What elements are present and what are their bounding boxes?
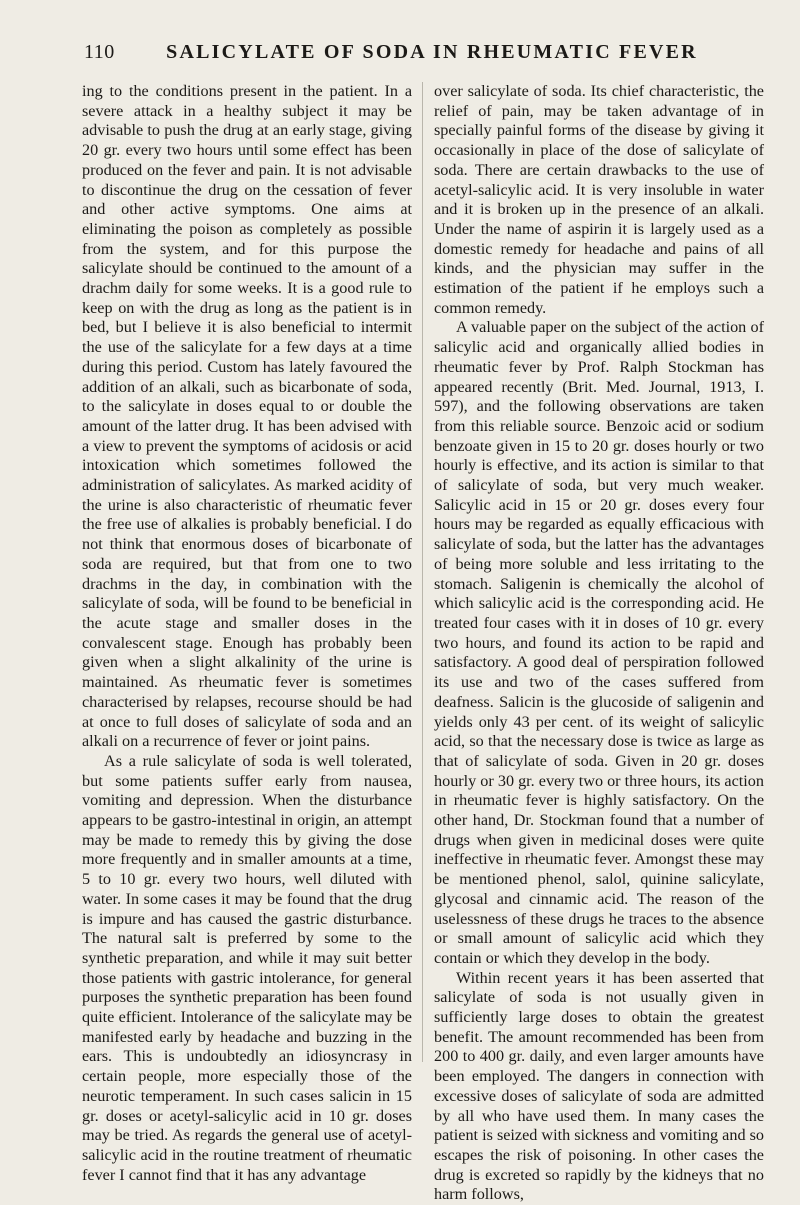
paragraph: A valuable paper on the subject of the action of salicylic acid and organically allied bodies in rheumatic fever by Prof. Ralph Stockman has appeared recently (Brit. Med. Journal, 1913, I. 597), and the following observations are taken from this reliable source. Benzoic acid or sodium benzoate given in 15 to 20 gr. doses hourly or two hourly is effective, and its action is similar to that of salicylate of soda, but very much weaker. Salicylic acid in 15 or 20 gr. doses every four hours may be regarded as equally efficacious with salicylate of soda, but the latter has the advantages of being more soluble and less irritating to the stomach. Saligenin is chemically the alcohol of which salicylic acid is the corresponding acid. He treated four cases with it in doses of 10 gr. every two hours, and found its action to be rapid and satisfactory. A good deal of perspiration followed its use and two of the cases suffered from deafness. Salicin is the glucoside of saligenin and yields only 43 per cent. of its weight of salicylic acid, so that the necessary dose is twice as large as that of salicylate of soda. Given in 20 gr. doses hourly or 30 gr. every two or three hours, its action in rheumatic fever is highly satisfactory. On the other hand, Dr. Stockman found that a number of drugs when given in medicinal doses were quite ineffective in rheumatic fever. Amongst these may be mentioned phenol, salol, quinine salicylate, glycosal and cinnamic acid. The reason of the uselessness of these drugs he traces to the absence or small amount of salicylic acid which they contain or which they develop in the body. — [434, 318, 764, 967]
paragraph: Within recent years it has been asserted that salicylate of soda is not usually given in sufficiently large doses to obtain the greatest benefit. The amount recommended has been from 200 to 400 gr. daily, and even larger amounts have been employed. The dangers in connection with excessive doses of salicylate of soda are admitted by all who have used them. In many cases the patient is seized with sickness and vomiting and so escapes the risk of poisoning. In other cases the drug is excreted so rapidly by the kidneys that no harm follows, — [434, 968, 764, 1204]
page-number: 110 — [84, 41, 115, 63]
page-header — [84, 41, 724, 67]
paragraph: As a rule salicylate of soda is well tolerated, but some patients suffer early from nausea, vomiting and depression. When the disturbance appears to be gastro-intestinal in origin, an attempt may be made to remedy this by giving the dose more frequently and in smaller amounts at a time, 5 to 10 gr. every two hours, well diluted with water. In some cases it may be found that the drug is impure and has caused the gastric disturbance. The natural salt is preferred by some to the synthetic preparation, and while it may suit better those patients with gastric intolerance, for general purposes the synthetic preparation has been found quite efficient. Intolerance of the salicylate may be manifested early by headache and buzzing in the ears. This is undoubtedly an idiosyncrasy in certain people, more especially those of the neurotic temperament. In such cases salicin in 15 gr. doses or acetyl-salicylic acid in 10 gr. doses may be tried. As regards the general use of acetyl-salicylic acid in the routine treatment of rheumatic fever I cannot find that it has any advantage — [82, 751, 412, 1184]
paragraph: over salicylate of soda. Its chief characteristic, the relief of pain, may be taken advantage of in specially painful forms of the disease by giving it occasionally in place of the dose of salicylate of soda. There are certain drawbacks to the use of acetyl-salicylic acid. It is very insoluble in water and it is broken up in the presence of an alkali. Under the name of aspirin it is largely used as a domestic remedy for headache and pains of all kinds, and the physician may suffer in the estimation of the patient if he employs such a common remedy. — [434, 82, 764, 317]
column-divider — [422, 82, 423, 1062]
paragraph: ing to the conditions present in the patient. In a severe attack in a healthy subject it may be advisable to push the drug at an early stage, giving 20 gr. every two hours until some effect has been produced on the fever and pain. It is not advisable to discontinue the drug on the cessation of fever and other active symptoms. One aims at eliminating the poison as completely as possible from the system, and for this purpose the salicylate should be continued to the amount of a drachm daily for some weeks. It is a good rule to keep on with the drug as long as the patient is in bed, but I believe it is also beneficial to intermit the use of the salicylate for a few days at a time during this period. Custom has lately favoured the addition of an alkali, such as bicarbonate of soda, to the salicylate in doses equal to or double the amount of the latter drug. It has been advised with a view to prevent the symptoms of acidosis or acid intoxication which sometimes followed the administration of salicylates. As marked acidity of the urine is also characteristic of rheumatic fever the free use of alkalies is probably beneficial. I do not think that enormous doses of bicarbonate of soda are required, but that from one to two drachms in the day, in combination with the salicylate of soda, will be found to be beneficial in the acute stage and smaller doses in the convalescent stage. Enough has probably been given when a slight alkalinity of the urine is maintained. As rheumatic fever is sometimes characterised by relapses, recourse should be had at once to full doses of salicylate of soda and an alkali on a recurrence of fever or joint pains. — [82, 82, 412, 751]
right-column — [434, 82, 764, 1205]
running-title: SALICYLATE OF SODA IN RHEUMATIC FEVER — [166, 41, 698, 63]
left-column — [82, 82, 412, 1185]
